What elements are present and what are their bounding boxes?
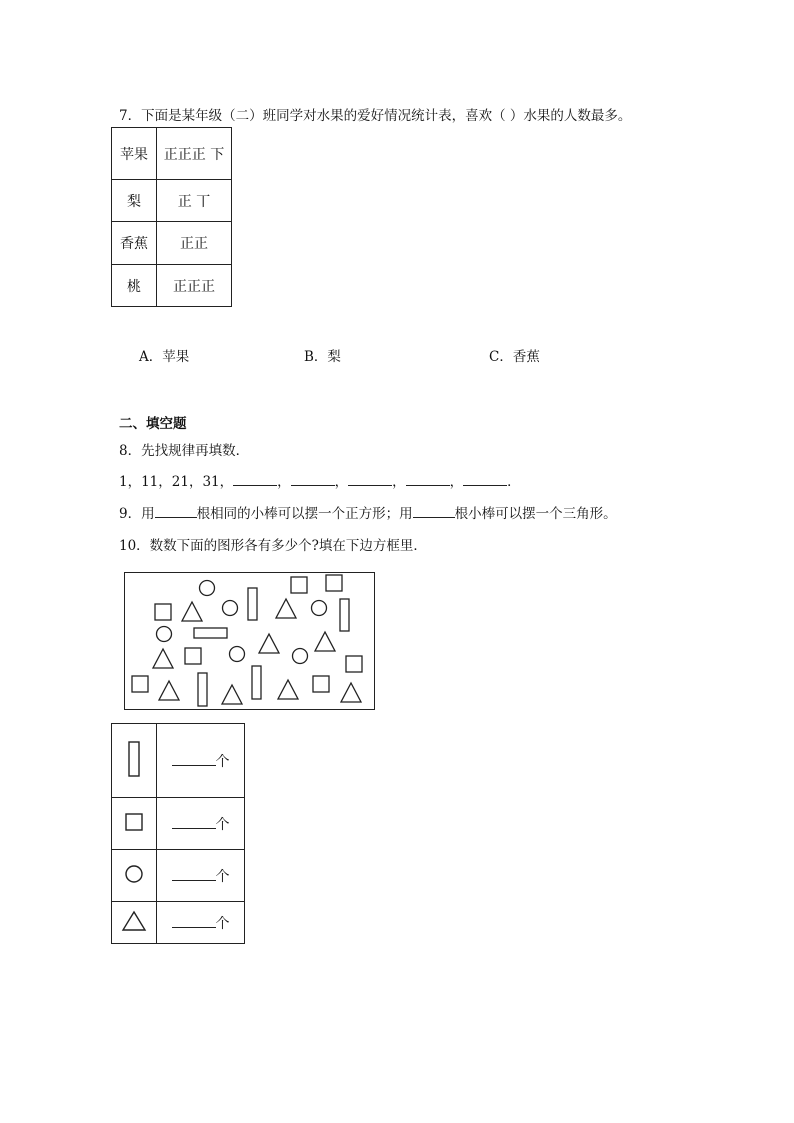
option-b[interactable]: B．梨 <box>304 349 341 365</box>
square-icon <box>291 577 307 593</box>
answer-blank[interactable] <box>155 504 197 519</box>
rectangle-icon <box>127 739 141 779</box>
circle-icon <box>230 647 245 662</box>
table-row <box>112 180 232 222</box>
circle-icon <box>293 649 308 664</box>
shape-cell <box>112 850 157 902</box>
table-row <box>112 128 232 180</box>
answer-cell: 个 <box>157 724 245 798</box>
triangle-icon <box>315 632 335 651</box>
section-heading: 二、填空题 <box>119 416 187 432</box>
table-row <box>112 850 245 902</box>
circle-icon <box>223 601 238 616</box>
fruit-name: 桃 <box>112 265 157 307</box>
triangle-icon <box>259 634 279 653</box>
triangle-icon <box>278 680 298 699</box>
answer-blank[interactable] <box>172 814 216 829</box>
answer-blank[interactable] <box>463 472 507 487</box>
square-icon <box>185 648 201 664</box>
question-10-text: 10．数数下面的图形各有多少个?填在下边方框里． <box>119 538 427 554</box>
answer-blank[interactable] <box>233 472 277 487</box>
answer-blank[interactable] <box>413 504 455 519</box>
answer-blank[interactable] <box>172 866 216 881</box>
fruit-name: 香蕉 <box>112 222 157 265</box>
square-icon <box>313 676 329 692</box>
answer-blank[interactable] <box>348 472 392 487</box>
tally-marks: 正正正 下 <box>157 128 232 180</box>
circle-icon <box>157 627 172 642</box>
shape-cell <box>112 798 157 850</box>
question-7-text: 7．下面是某年级（二）班同学对水果的爱好情况统计表，喜欢（ ）水果的人数最多。 <box>119 108 632 124</box>
option-a[interactable]: A．苹果 <box>139 349 190 365</box>
rectangle-icon <box>198 673 207 706</box>
answer-blank[interactable] <box>172 751 216 766</box>
table-row <box>112 265 232 307</box>
circle-icon <box>312 601 327 616</box>
rectangle-icon <box>340 599 349 631</box>
answer-cell: 个 <box>157 798 245 850</box>
fruit-tally-table <box>111 127 232 307</box>
question-8-text: 8．先找规律再填数． <box>119 443 250 459</box>
square-icon <box>132 676 148 692</box>
shapes-drawing <box>124 572 375 710</box>
question-9-text: 9．用 根相同的小棒可以摆一个正方形；用 根小棒可以摆一个三角形。 <box>119 502 617 522</box>
triangle-icon <box>182 602 202 621</box>
answer-blank[interactable] <box>172 913 216 928</box>
table-row <box>112 902 245 944</box>
square-icon <box>155 604 171 620</box>
triangle-icon <box>153 649 173 668</box>
answer-blank[interactable] <box>291 472 335 487</box>
answer-cell: 个 <box>157 850 245 902</box>
table-row <box>112 724 245 798</box>
answer-cell: 个 <box>157 902 245 944</box>
triangle-icon <box>276 599 296 618</box>
triangle-icon <box>121 910 147 932</box>
circle-icon <box>124 864 144 884</box>
tally-marks: 正正 <box>157 222 232 265</box>
shape-count-table <box>111 723 245 944</box>
rectangle-icon <box>252 666 261 699</box>
circle-icon <box>200 581 215 596</box>
sequence-prefix: 1，11，21，31， <box>119 474 234 490</box>
shapes-figure <box>124 572 375 710</box>
rectangle-icon <box>248 588 257 620</box>
fruit-name: 苹果 <box>112 128 157 180</box>
shape-cell <box>112 724 157 798</box>
question-8-sequence: 1，11，21，31， ， ， ， ， ． <box>119 470 521 490</box>
fruit-name: 梨 <box>112 180 157 222</box>
answer-blank[interactable] <box>406 472 450 487</box>
table-row <box>112 222 232 265</box>
triangle-icon <box>159 681 179 700</box>
square-icon <box>124 812 144 832</box>
triangle-icon <box>341 683 361 702</box>
option-c[interactable]: C．香蕉 <box>489 349 540 365</box>
rectangle-icon <box>194 628 227 638</box>
tally-marks: 正正正 <box>157 265 232 307</box>
shape-cell <box>112 902 157 944</box>
square-icon <box>326 575 342 591</box>
triangle-icon <box>222 685 242 704</box>
table-row <box>112 798 245 850</box>
square-icon <box>346 656 362 672</box>
tally-marks: 正 丅 <box>157 180 232 222</box>
